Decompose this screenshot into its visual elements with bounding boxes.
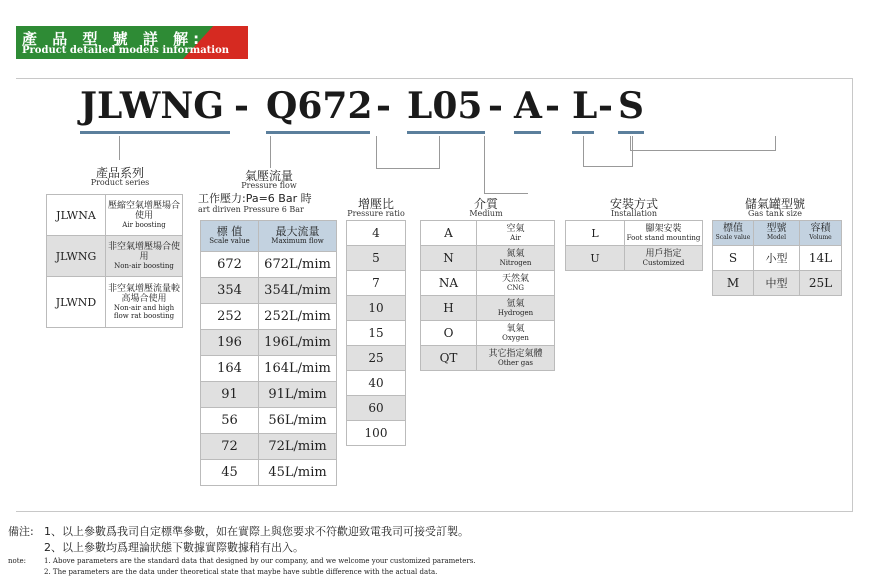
- ratio-value: 25: [347, 346, 406, 371]
- connector: [484, 136, 485, 194]
- tank-model: 中型: [754, 271, 800, 296]
- medium-en: Hydrogen: [497, 309, 534, 317]
- table-row: [347, 396, 406, 421]
- medium-cn: 空氣: [506, 224, 525, 234]
- tank-title-en: Gas tank size: [748, 209, 802, 218]
- code-medium: A: [514, 85, 542, 127]
- ratio-value: 40: [347, 371, 406, 396]
- tank-table: [712, 220, 842, 296]
- ratio-value: 4: [347, 221, 406, 246]
- medium-code: NA: [421, 271, 477, 296]
- medium-en: Air: [510, 234, 521, 242]
- code-underline: [407, 131, 485, 134]
- code-underline: [572, 131, 594, 134]
- install-title-en: Installation: [610, 209, 658, 218]
- series-title: 產品系列: [95, 166, 144, 180]
- tank-code: M: [713, 271, 754, 296]
- flow-value: 45: [201, 460, 259, 486]
- tank-h2: 型號: [766, 223, 787, 234]
- flow-max: 196L/mim: [259, 330, 337, 356]
- table-row: [421, 296, 555, 321]
- table-row: [421, 271, 555, 296]
- flow-max: 45L/mim: [259, 460, 337, 486]
- flow-max: 72L/mim: [259, 434, 337, 460]
- series-cn: 非空氣增壓流量較高場合使用: [107, 284, 180, 304]
- flow-working: 工作壓力:Pa=6 Bar 時: [198, 192, 312, 205]
- install-title: 安裝方式: [609, 197, 658, 211]
- medium-cn: 氧氣: [506, 324, 525, 334]
- table-row: [566, 221, 703, 246]
- medium-title: 介質: [473, 197, 498, 211]
- flow-value: 164: [201, 356, 259, 382]
- ratio-value: 5: [347, 246, 406, 271]
- medium-en: Oxygen: [502, 334, 529, 342]
- table-row: [347, 421, 406, 446]
- table-header: [201, 221, 337, 252]
- install-table: [565, 220, 703, 271]
- flow-value: 672: [201, 252, 259, 278]
- connector: [630, 136, 776, 151]
- table-row: [201, 304, 337, 330]
- table-row: [347, 371, 406, 396]
- table-row: [421, 346, 555, 371]
- table-row: [201, 408, 337, 434]
- table-row: [201, 356, 337, 382]
- code-tank: S: [618, 85, 644, 127]
- series-title-en: Product series: [90, 178, 150, 187]
- tank-h3-en: Volume: [809, 234, 832, 241]
- code-ratio: L05: [407, 85, 483, 127]
- ratio-value: 15: [347, 321, 406, 346]
- flow-max: 252L/mim: [259, 304, 337, 330]
- medium-code: O: [421, 321, 477, 346]
- install-en: Customized: [642, 259, 685, 267]
- series-cn: 壓縮空氣增壓場合使用: [107, 201, 180, 221]
- code-dash: -: [234, 85, 249, 127]
- medium-en: CNG: [506, 284, 525, 292]
- flow-working-en: art diriven Pressure 6 Bar: [198, 205, 304, 214]
- tank-h3: 容積: [810, 223, 831, 234]
- flow-max: 354L/mim: [259, 278, 337, 304]
- series-table: [46, 194, 183, 328]
- series-code: JLWNG: [47, 236, 106, 277]
- flow-value: 72: [201, 434, 259, 460]
- install-code: U: [566, 246, 625, 271]
- table-row: [201, 330, 337, 356]
- medium-cn: 氮氣: [506, 249, 525, 259]
- install-cn: 腳架安裝: [645, 224, 682, 234]
- ratio-value: 100: [347, 421, 406, 446]
- table-row: [347, 221, 406, 246]
- medium-code: H: [421, 296, 477, 321]
- ratio-table: [346, 220, 406, 446]
- flow-value: 56: [201, 408, 259, 434]
- tank-h2-en: Model: [766, 234, 787, 241]
- table-row: [201, 278, 337, 304]
- medium-table: [420, 220, 555, 371]
- table-row: [566, 246, 703, 271]
- code-dash: -: [598, 85, 613, 127]
- code-install: L: [572, 85, 598, 127]
- medium-title-en: Medium: [469, 209, 503, 218]
- table-row: [47, 195, 183, 236]
- notes-en-2: 2. The parameters are the data under theoretical state that maybe have subtle difference with the actual data.: [44, 568, 438, 576]
- series-code: JLWND: [47, 277, 106, 328]
- table-row: [421, 321, 555, 346]
- tank-model: 小型: [754, 246, 800, 271]
- code-series: JLWNG: [80, 85, 224, 127]
- flow-max: 164L/mim: [259, 356, 337, 382]
- ratio-title: 增壓比: [357, 197, 394, 211]
- code-underline: [266, 131, 370, 134]
- table-row: [47, 236, 183, 277]
- connector: [270, 136, 271, 168]
- install-code: L: [566, 221, 625, 246]
- tank-volume: 25L: [800, 271, 842, 296]
- flow-value: 354: [201, 278, 259, 304]
- flow-h1-en: Scale value: [209, 237, 250, 245]
- banner-title: 產 品 型 號 詳 解:: [22, 30, 205, 48]
- medium-cn: 氫氣: [506, 299, 525, 309]
- ratio-title-en: Pressure ratio: [347, 209, 405, 218]
- notes-label-en: note:: [8, 557, 27, 565]
- flow-value: 91: [201, 382, 259, 408]
- flow-value: 252: [201, 304, 259, 330]
- ratio-value: 7: [347, 271, 406, 296]
- table-row: [713, 246, 842, 271]
- connector: [484, 193, 528, 194]
- tank-code: S: [713, 246, 754, 271]
- code-flow: Q672: [266, 85, 373, 127]
- medium-en: Other gas: [497, 359, 534, 367]
- flow-max: 56L/mim: [259, 408, 337, 434]
- table-row: [347, 271, 406, 296]
- table-row: [201, 382, 337, 408]
- flow-value: 196: [201, 330, 259, 356]
- table-row: [713, 271, 842, 296]
- series-cn: 非空氣增壓場合使用: [107, 242, 180, 262]
- banner-subtitle: Product detailed models information: [22, 45, 230, 56]
- series-en: Air boosting: [122, 221, 166, 229]
- table-row: [47, 277, 183, 328]
- flow-max: 91L/mim: [259, 382, 337, 408]
- code-dash: -: [545, 85, 560, 127]
- notes-label: 備注:: [8, 525, 34, 538]
- flow-max: 672L/mim: [259, 252, 337, 278]
- tank-title: 儲氣罐型號: [744, 197, 805, 211]
- medium-code: N: [421, 246, 477, 271]
- notes-en-1: 1. Above parameters are the standard data that designed by our company, and we welcome your customized parameters.: [44, 557, 476, 565]
- table-row: [201, 460, 337, 486]
- medium-cn: 天然氣: [501, 274, 529, 284]
- flow-title-en: Pressure flow: [241, 181, 297, 190]
- install-cn: 用戶指定: [645, 249, 682, 259]
- notes-line-2: 2、以上參數均爲理論狀態下數據實際數據稍有出入。: [44, 541, 304, 554]
- code-dash: -: [376, 85, 391, 127]
- table-row: [421, 221, 555, 246]
- connector: [376, 136, 440, 169]
- notes-line-1: 1、以上參數爲我司自定標準參數，如在實際上與您要求不符歡迎致電我司可接受訂製。: [44, 525, 469, 538]
- install-en: Foot stand mounting: [626, 234, 701, 242]
- table-row: [347, 321, 406, 346]
- medium-code: A: [421, 221, 477, 246]
- code-underline: [514, 131, 541, 134]
- table-row: [201, 434, 337, 460]
- flow-h1: 標 值: [216, 225, 243, 238]
- table-row: [347, 296, 406, 321]
- flow-h2: 最大流量: [275, 225, 320, 238]
- medium-en: Nitrogen: [499, 259, 532, 267]
- table-row: [347, 346, 406, 371]
- tank-h1: 標值: [723, 223, 743, 234]
- medium-cn: 其它指定氣體: [488, 349, 543, 359]
- flow-title: 氣壓流量: [244, 169, 293, 183]
- connector: [583, 136, 633, 167]
- ratio-value: 10: [347, 296, 406, 321]
- flow-table: [200, 220, 337, 486]
- code-underline: [80, 131, 230, 134]
- flow-h2-en: Maximum flow: [271, 237, 324, 245]
- ratio-value: 60: [347, 396, 406, 421]
- code-underline: [618, 131, 644, 134]
- series-code: JLWNA: [47, 195, 106, 236]
- series-en: Non-air boosting: [114, 262, 174, 270]
- connector: [119, 136, 120, 160]
- series-en: Non-air and high flow rat boosting: [113, 304, 175, 320]
- table-row: [347, 246, 406, 271]
- medium-code: QT: [421, 346, 477, 371]
- table-row: [201, 252, 337, 278]
- code-dash: -: [488, 85, 503, 127]
- tank-volume: 14L: [800, 246, 842, 271]
- table-row: [421, 246, 555, 271]
- table-header: [713, 221, 842, 246]
- tank-h1-en: Scale value: [715, 234, 751, 241]
